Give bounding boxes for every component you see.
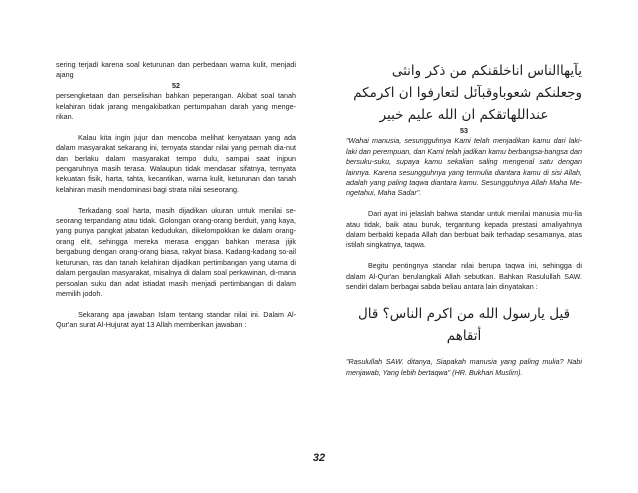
page-number: 32 [312,452,326,464]
paragraph: Dari ayat ini jelaslah bahwa standar untuk menilai manusia mu-lia atau tidak, baik atau buruk, tergantung kepada prestasi amaliyahnya dalam berbakti kepada Allah dan berbuat baik terhadap sesamanya, atas istilah singkatnya, taqwa. [346,209,582,250]
left-column [56,60,296,331]
translation-quote: "Wahai manusia, sesungguhnya Kami telah menjadikan kamu dari laki-laki dan perempuan, dan Kami telah jadikan kamu berbangsa-bangsa dan bersuku-suku, supaya kamu sekalian saling mengenal satu dengan lainnya. Karena sesungguhnya yang termulia diantara kamu di sisi Allah, adalah yang paling taqwa diantara kamu. Sesungguhnya Allah Maha Me-ngetahui, Maha Sadar". [346,136,582,198]
paragraph: Sekarang apa jawaban Islam tentang standar nilai ini. Dalam Al-Qur'an surat Al-Hujurat ayat 13 Allah memberikan jawaban : [56,309,296,330]
footnote-marker: 53 [460,126,468,135]
arabic-verse-line: يآيهاالناس اناخلقنكم من ذكر وانثى [391,63,582,79]
footnote-marker: 52 [172,80,180,90]
arabic-verse-line: عنداللهاتقكم ان الله عليم خبير [379,107,549,123]
arabic-verse-line: وجعلنكم شعوباوقبآئل لتعارفوا ان اكرمكم [353,85,582,101]
paragraph: Begitu pentingnya standar nilai berupa taqwa ini, sehingga di dalam Al-Qur'an berulangkali Allah sebutkan. Bahkan Rasulullah SAW. sendiri dalam berbagai sabda beliau antara lain dinyatakan : [346,261,582,292]
arabic-hadith-line: قيل يارسول الله من اكرم الناس؟ قال أتقاهم [357,305,571,344]
translation-quote: "Rasulullah SAW. ditanya, Siapakah manusia yang paling mulia? Nabi menjawab, Yang lebih bertaqwa" (HR. Bukhari Muslim). [346,357,582,377]
right-column [346,60,582,378]
paragraph: persengketaan dan perselisihan bahkan peperangan. Akibat soal tanah kelahiran tidak jarang mengakibatkan pertumpahan darah yang menge-rikan. [56,91,296,122]
paragraph: sering terjadi karena soal keturunan dan perbedaan warna kulit, menjadi ajang [56,60,296,80]
paragraph: Terkadang soal harta, masih dijadikan ukuran untuk menilai se-seorang terpandang atau tidak. Golongan orang-orang berduit, yang kaya, yang punya pangkat jabatan kedudukan, dikelompokkan ke dalam orang-orang elit, sehingga mereka merasa enggan bahkan merasa jijik bergabung dengan orang-orang biasa, rakyat biasa. Kadang-kadang so-ail keturunan, ras dan tanah kelahiran dijadikan pertimbangan yang utama di dalam pergaulan masyarakat, misalnya di dalam soal perkawinan, di-mana persoalan suku dan adat istiadat masih menjadi pertimbangan di dalam memilih jodoh. [56,205,296,298]
paragraph: Kalau kita ingin jujur dan mencoba melihat kenyataan yang ada dalam masyarakat sekarang ini, ternyata standar nilai yang pernah dia-nut dan berlaku dalam masyarakat tempo dulu, sampai saat injpun pengaruhnya masih terasa. Walaupun tidak mendasar sifatnya, ternyata kekuatan fisik, harta, tahta, kecantikan, warna kulit, keturunan dan tanah kelahiran masih mendominasi bagi strata nilai seseorang. [56,132,296,194]
